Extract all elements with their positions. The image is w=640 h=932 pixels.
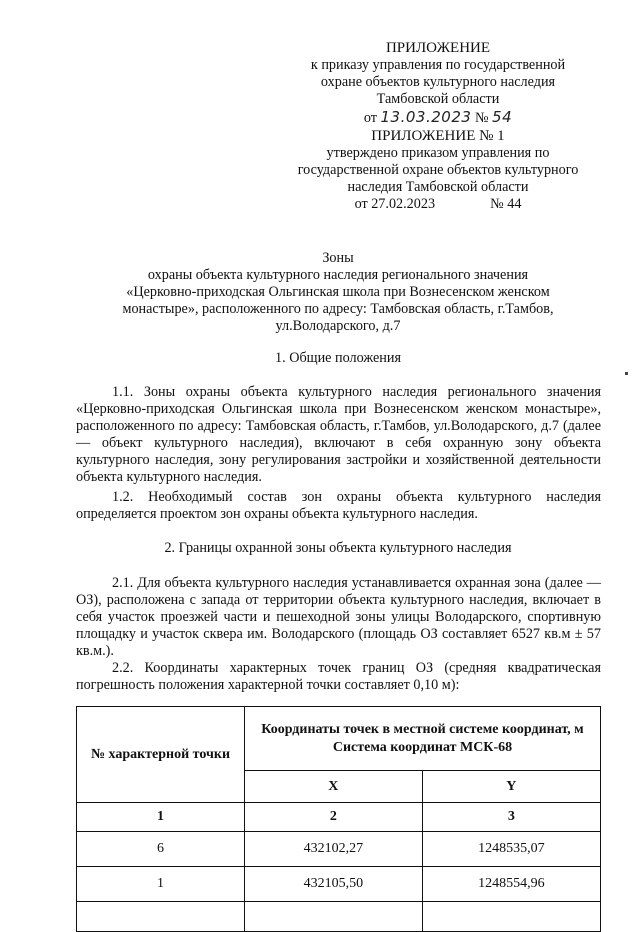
handwritten-order-date: 13.03.2023 (380, 108, 472, 126)
coordinates-table (76, 706, 601, 932)
table-row-partial (77, 902, 601, 932)
appendix-line-2: охране объектов культурного наследия (320, 74, 556, 90)
handwritten-order-number: 54 (492, 108, 513, 126)
margin-mark (625, 372, 628, 375)
point-y: 1248535,07 (422, 832, 600, 867)
title-line-1: Зоны (322, 250, 354, 266)
title-line-4: монастыре», расположенного по адресу: Тамбовская область, г.Тамбов, (122, 301, 554, 317)
order-line (288, 108, 588, 128)
point-x: 432102,27 (244, 832, 422, 867)
column-number-2: 2 (244, 803, 422, 832)
header-point-number: № характерной точки (77, 707, 245, 803)
order-prefix: от (363, 110, 377, 126)
document-title (70, 250, 606, 335)
table-column-number-row (77, 803, 601, 832)
header-x: X (244, 771, 422, 803)
section-2-heading: 2. Границы охранной зоны объекта культурного наследия (164, 540, 512, 556)
appendix-title: ПРИЛОЖЕНИЕ (385, 40, 491, 56)
title-line-2: охраны объекта культурного наследия регионального значения (147, 267, 529, 283)
approved-date: от 27.02.2023 (354, 196, 436, 212)
section-1-paragraph-1: 1.1. Зоны охраны объекта культурного наследия регионального значения «Церковно-приходская Ольгинская школа при Вознесенском женском монастыре», расположенного по адресу: Тамбовская область, г.Тамбов, ул.Володарского, д.7 (далее — объект культурного наследия), включают в себя охранную зону объекта культурного наследия, зону регулирования застройки и хозяйственной деятельности объекта культурного наследия. (76, 384, 601, 485)
section-1-paragraph-2: 1.2. Необходимый состав зон охраны объекта культурного наследия определяется проектом зон охраны объекта культурного наследия. (76, 489, 601, 522)
title-line-5: ул.Володарского, д.7 (275, 318, 401, 334)
section-2-paragraph-2: 2.2. Координаты характерных точек границ ОЗ (средняя квадратическая погрешность положения характерной точки составляет 0,10 м): (76, 660, 601, 693)
table-row (77, 867, 601, 902)
section-1-heading: 1. Общие положения (275, 350, 401, 366)
table-header-row (77, 707, 601, 771)
header-coordinates-line-2: Система координат МСК-68 (332, 739, 513, 755)
section-2-paragraph-1: 2.1. Для объекта культурного наследия устанавливается охранная зона (далее — ОЗ), расположена с запада от территории объекта культурного наследия, включает в себя участок проезжей части и пешеходной зоны улицы Володарского, спортивную площадку и участок сквера им. Володарского (площадь ОЗ составляет 6527 кв.м ± 57 кв.м.). (76, 575, 601, 659)
approved-number: № 44 (490, 196, 522, 212)
order-number-sign: № (474, 110, 489, 126)
approved-line-2: государственной охране объектов культурного (297, 162, 579, 178)
approved-date-line (288, 196, 588, 213)
appendix-line-1: к приказу управления по государственной (310, 57, 566, 73)
point-number: 6 (77, 832, 245, 867)
point-number: 1 (77, 867, 245, 902)
appendix-header (288, 40, 588, 213)
point-y: 1248554,96 (422, 867, 600, 902)
title-line-3: «Церковно-приходская Ольгинская школа при Вознесенском женском (126, 284, 550, 300)
header-y: Y (422, 771, 600, 803)
approved-line-1: утверждено приказом управления по (326, 145, 550, 161)
point-x: 432105,50 (244, 867, 422, 902)
column-number-1: 1 (77, 803, 245, 832)
header-coordinates-line-1: Координаты точек в местной системе координат, м (261, 721, 584, 737)
appendix-line-3: Тамбовской области (376, 91, 500, 107)
header-coordinates (244, 707, 600, 771)
column-number-3: 3 (422, 803, 600, 832)
appendix-number: ПРИЛОЖЕНИЕ № 1 (371, 128, 505, 144)
approved-line-3: наследия Тамбовской области (347, 179, 529, 195)
table-row (77, 832, 601, 867)
